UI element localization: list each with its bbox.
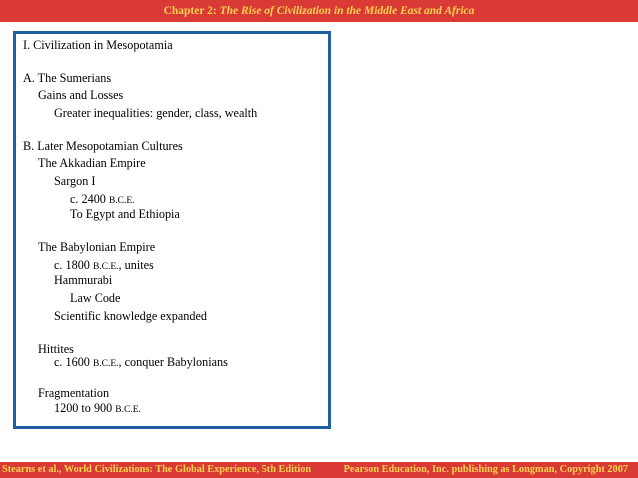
outline-section-b: B. Later Mesopotamian Cultures <box>23 139 183 153</box>
outline-sargon-date: c. 2400 B.C.E. <box>70 192 135 206</box>
chapter-title: The Rise of Civilization in the Middle East and Africa <box>219 5 475 17</box>
outline-hittites: Hittites <box>38 342 74 356</box>
outline-hammurabi: Hammurabi <box>54 273 113 287</box>
footer-citation: Stearns et al., World Civilizations: The Global Experience, 5th Edition <box>2 464 312 475</box>
outline-fragmentation-date: 1200 to 900 B.C.E. <box>54 401 141 415</box>
outline-hittites-date: c. 1600 B.C.E., conquer Babylonians <box>54 355 228 369</box>
outline-akkadian: The Akkadian Empire <box>38 156 146 170</box>
outline-sargon-egypt: To Egypt and Ethiopia <box>70 207 180 221</box>
outline-law-code: Law Code <box>70 291 121 305</box>
outline-gains-losses: Gains and Losses <box>38 88 124 102</box>
chapter-prefix: Chapter 2: <box>163 5 220 17</box>
slide-header <box>0 0 638 22</box>
slide-footer <box>0 462 638 478</box>
outline-inequalities: Greater inequalities: gender, class, wealth <box>54 106 258 120</box>
footer-publisher: Pearson Education, Inc. publishing as Longman, Copyright 2007 <box>343 464 628 475</box>
outline-fragmentation: Fragmentation <box>38 386 110 400</box>
outline-babylonian: The Babylonian Empire <box>38 240 156 254</box>
outline-section-1: I. Civilization in Mesopotamia <box>23 38 173 52</box>
outline-section-a: A. The Sumerians <box>23 71 112 85</box>
outline-sargon: Sargon I <box>54 174 96 188</box>
outline-babylonian-date: c. 1800 B.C.E., unites <box>54 258 154 272</box>
outline-scientific: Scientific knowledge expanded <box>54 309 207 323</box>
